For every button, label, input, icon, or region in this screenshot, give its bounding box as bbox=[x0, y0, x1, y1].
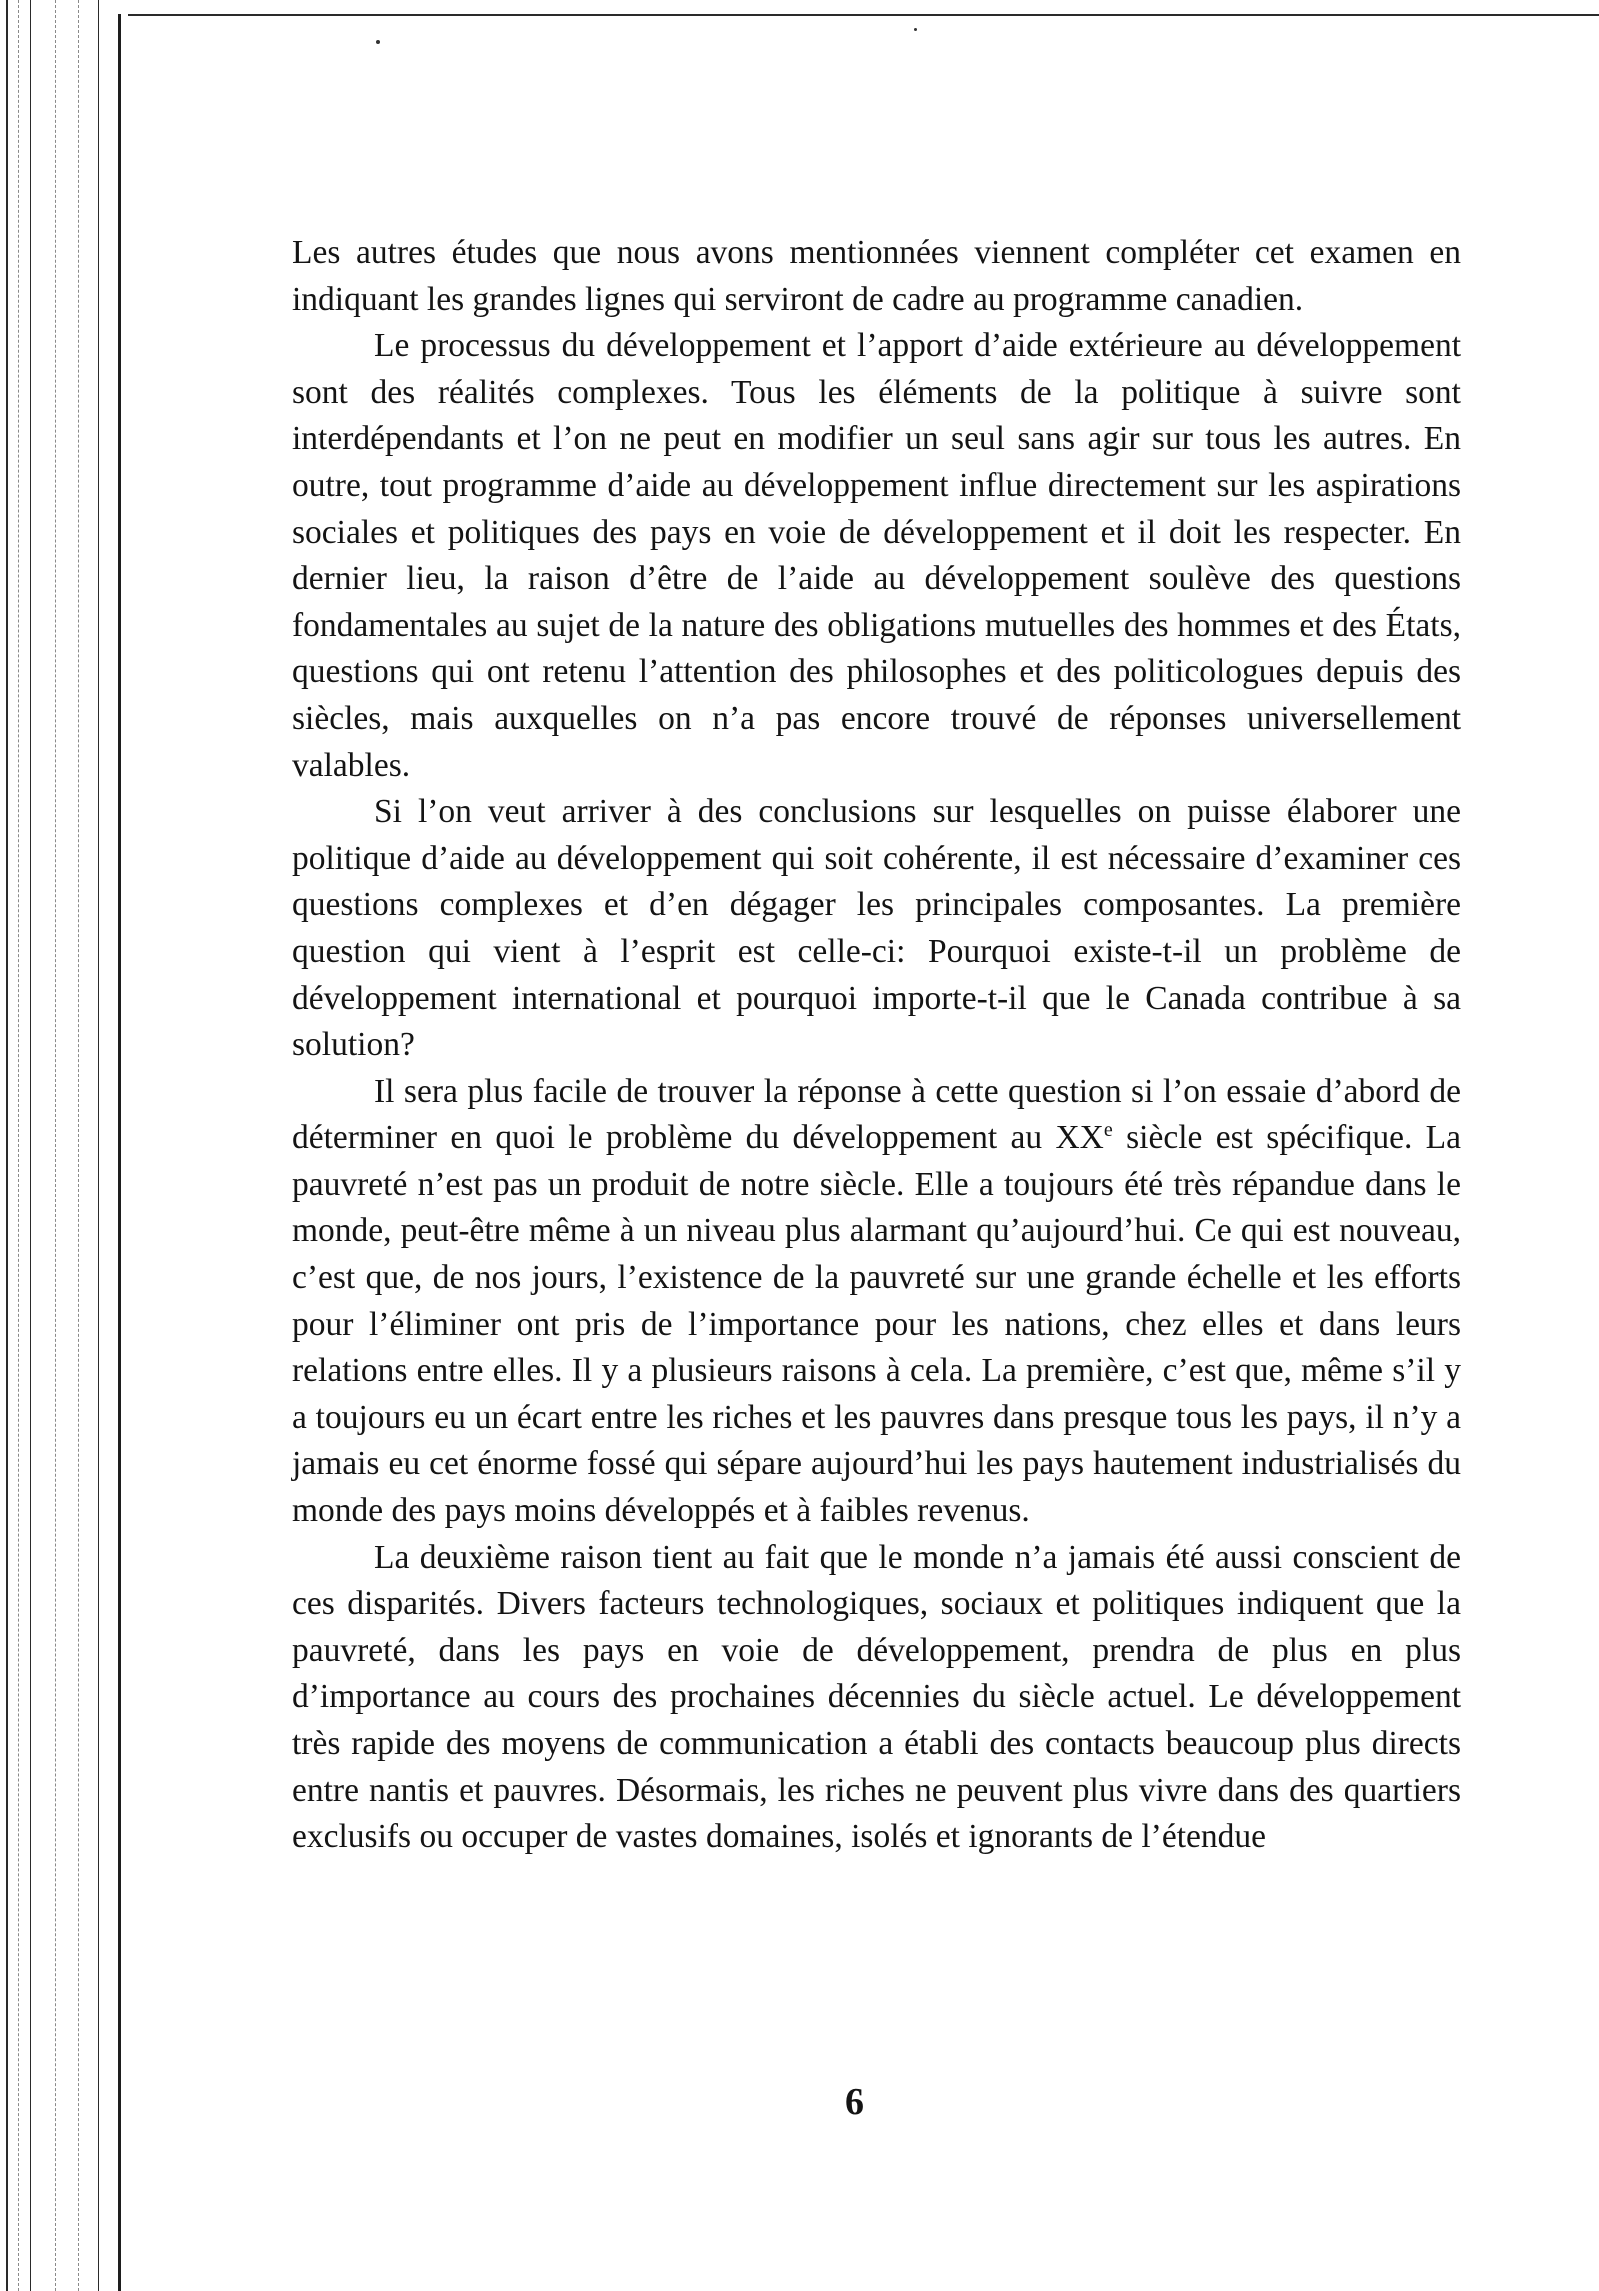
paragraph bbox=[292, 1069, 1461, 1535]
body-text bbox=[292, 230, 1461, 1861]
paragraph: Les autres études que nous avons mentionnées viennent compléter cet examen en indiquant les grandes lignes qui serviront de cadre au programme canadien. bbox=[292, 234, 1461, 318]
binding-line bbox=[30, 0, 31, 2291]
page-number: 6 bbox=[845, 2081, 864, 2123]
binding-line bbox=[55, 0, 56, 2291]
scan-speck bbox=[376, 40, 380, 44]
binding-line bbox=[78, 0, 79, 2291]
book-binding bbox=[0, 0, 125, 2291]
page-edge bbox=[118, 14, 121, 2291]
binding-line bbox=[6, 0, 8, 2291]
superscript: e bbox=[1103, 1119, 1113, 1142]
paragraph-text: Il sera plus facile de trouver la réponse à cette question si l’on essaie d’abord de déterminer en quoi le problème du développement au XX bbox=[292, 1072, 1461, 1157]
paragraph: Si l’on veut arriver à des conclusions sur lesquelles on puisse élaborer une politique d’aide au développement qui soit cohérente, il est nécessaire d’examiner ces questions complexes et d’en dégager les principales composantes. La première question qui vient à l’esprit est celle-ci: Pourquoi existe-t-il un problème de développement international et pourquoi importe-t-il que le Canada contribue à sa solution? bbox=[292, 793, 1461, 1064]
page-edge bbox=[128, 14, 1599, 16]
binding-line bbox=[98, 0, 99, 2291]
paragraph: La deuxième raison tient au fait que le monde n’a jamais été aussi conscient de ces disparités. Divers facteurs technologiques, sociaux et politiques indiquent que la pauvreté, dans les pays en voie de développement, prendra de plus en plus d’importance au cours des prochaines décennies du siècle actuel. Le développement très rapide des moyens de communication a établi des contacts beaucoup plus directs entre nantis et pauvres. Désormais, les riches ne peuvent plus vivre dans des quartiers exclusifs ou occuper de vastes domaines, isolés et ignorants de l’étendue bbox=[292, 1538, 1461, 1856]
paragraph-text: siècle est spécifique. La pauvreté n’est pas un produit de notre siècle. Elle a toujours été très répandue dans le monde, peut-être même à un niveau plus alarmant qu’aujourd’hui. Ce qui est nouveau, c’est que, de nos jours, l’existence de la pauvreté sur une grande échelle et les efforts pour l’éliminer ont pris de l’importance pour les nations, chez elles et dans leurs relations entre elles. Il y a plusieurs raisons à cela. La première, c’est que, même s’il y a toujours eu un écart entre les riches et les pauvres dans presque tous les pays, il n’y a jamais eu cet énorme fossé qui sépare aujourd’hui les pays hautement industrialisés du monde des pays moins développés et à faibles revenus. bbox=[292, 1119, 1461, 1530]
scan-speck bbox=[914, 28, 917, 31]
paragraph: Le processus du développement et l’apport d’aide extérieure au développement sont des réalités complexes. Tous les éléments de la politique à suivre sont interdépendants et l’on ne peut en modifier un seul sans agir sur tous les autres. En outre, tout programme d’aide au développement influe directement sur les aspirations sociales et politiques des pays en voie de développement et il doit les respecter. En dernier lieu, la raison d’être de l’aide au développement soulève des questions fondamentales au sujet de la nature des obligations mutuelles des hommes et des États, questions qui ont retenu l’attention des philosophes et des politicologues depuis des siècles, mais auxquelles on n’a pas encore trouvé de réponses universellement valables. bbox=[292, 327, 1461, 784]
binding-line bbox=[18, 0, 19, 2291]
